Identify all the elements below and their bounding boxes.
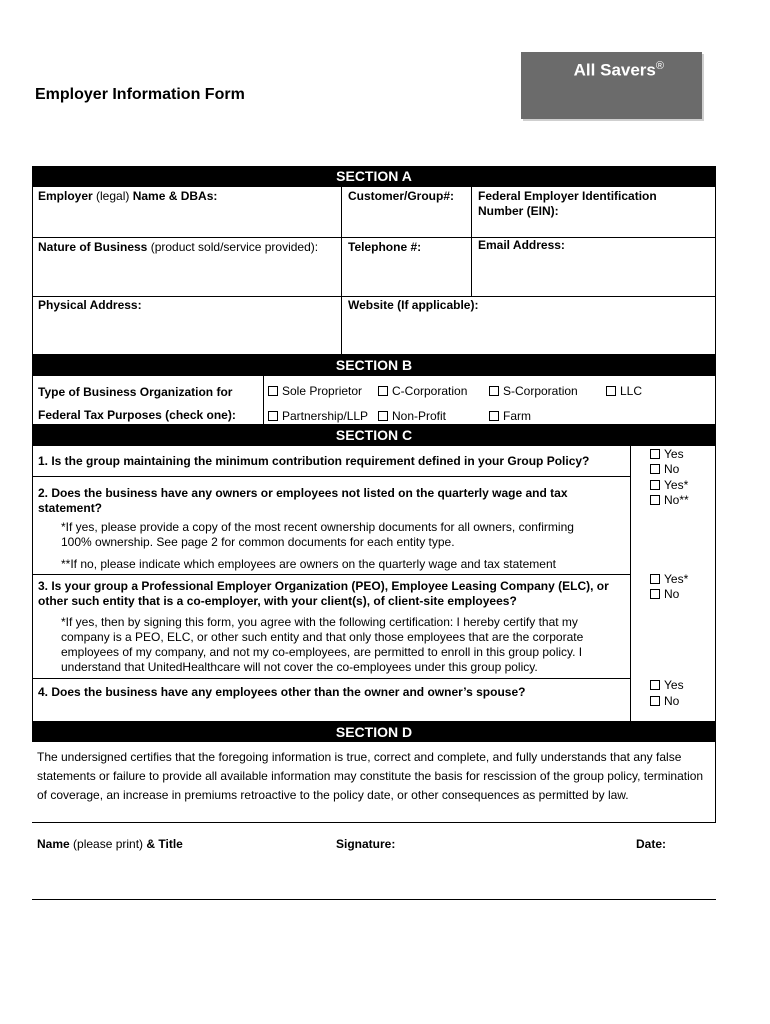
option-c-corporation[interactable]: C-Corporation: [378, 384, 467, 399]
option-farm[interactable]: Farm: [489, 409, 531, 424]
checkbox[interactable]: [268, 386, 278, 396]
checkbox[interactable]: [268, 411, 278, 421]
certification-text: The undersigned certifies that the foregoing information is true, correct and complete, and fully understands that any false statements or failure to provide all available information may constitute the basis for rescission of the group policy, termination of coverage, an increase in premiums retroactive to the policy date, or other consequences as permitted by law.: [37, 750, 704, 802]
q2-no[interactable]: No**: [650, 493, 689, 508]
q4-no[interactable]: No: [650, 694, 679, 709]
q2-yes[interactable]: Yes*: [650, 478, 688, 493]
q3-no[interactable]: No: [650, 587, 679, 602]
checkbox[interactable]: [650, 495, 660, 505]
org-type-label-2: Federal Tax Purposes (check one):: [38, 408, 236, 422]
signature-line: [32, 899, 716, 900]
section-b-table: [32, 375, 716, 425]
q3-note: *If yes, then by signing this form, you agree with the following certification: I hereby certify that my company is a PEO, ELC, or other such entity and that only those employees that are the corporate employees of my company, and not my co-employees, are permitted to enroll in this group policy. I understand that UnitedHealthcare will not cover the co-employees under this group policy.: [61, 615, 584, 674]
brand-name: All Savers®: [573, 60, 664, 80]
signature-label[interactable]: Signature:: [336, 837, 396, 851]
section-a-header: SECTION A: [32, 166, 716, 186]
option-sole-proprietor[interactable]: Sole Proprietor: [268, 384, 362, 399]
employer-name-field[interactable]: Employer (legal) Name & DBAs:: [38, 189, 218, 203]
email-field[interactable]: Email Address:: [478, 238, 565, 252]
checkbox[interactable]: [650, 696, 660, 706]
checkbox[interactable]: [378, 386, 388, 396]
q3-yes[interactable]: Yes*: [650, 572, 688, 587]
fein-field[interactable]: Federal Employer Identification Number (EIN):: [478, 189, 657, 218]
section-c-header: SECTION C: [32, 425, 716, 445]
option-partnership-llp[interactable]: Partnership/LLP: [268, 409, 368, 424]
question-3: 3. Is your group a Professional Employer Organization (PEO), Employee Leasing Company (ELC), or other such entity that is a co-employer, with your client(s), of client-site employees?: [38, 579, 609, 608]
brand-logo: [521, 52, 702, 119]
org-type-label-1: Type of Business Organization for: [38, 385, 233, 399]
section-d-header: SECTION D: [32, 722, 716, 742]
question-2: 2. Does the business have any owners or employees not listed on the quarterly wage and tax statement?: [38, 486, 568, 515]
checkbox[interactable]: [650, 464, 660, 474]
checkbox[interactable]: [650, 449, 660, 459]
option-llc[interactable]: LLC: [606, 384, 642, 399]
section-b-header: SECTION B: [32, 355, 716, 375]
physical-address-field[interactable]: Physical Address:: [38, 298, 142, 312]
q1-yes[interactable]: Yes: [650, 447, 684, 462]
checkbox[interactable]: [650, 574, 660, 584]
checkbox[interactable]: [650, 480, 660, 490]
checkbox[interactable]: [489, 386, 499, 396]
name-title-label[interactable]: Name (please print) & Title: [37, 837, 183, 851]
checkbox[interactable]: [650, 680, 660, 690]
nature-of-business-field[interactable]: Nature of Business (product sold/service provided):: [38, 240, 319, 254]
q1-no[interactable]: No: [650, 462, 679, 477]
option-non-profit[interactable]: Non-Profit: [378, 409, 446, 424]
question-1: 1. Is the group maintaining the minimum contribution requirement defined in your Group Policy?: [38, 454, 590, 468]
date-label[interactable]: Date:: [636, 837, 667, 851]
q2-note-yes: *If yes, please provide a copy of the most recent ownership documents for all owners, confirming 100% ownership. See page 2 for common documents for each entity type.: [61, 520, 574, 549]
section-c-table: [32, 445, 716, 722]
q2-note-no: **If no, please indicate which employees are owners on the quarterly wage and tax statement: [61, 557, 556, 571]
checkbox[interactable]: [489, 411, 499, 421]
checkbox[interactable]: [650, 589, 660, 599]
website-field[interactable]: Website (If applicable):: [348, 298, 479, 312]
checkbox[interactable]: [606, 386, 616, 396]
section-a-table: [32, 186, 716, 355]
customer-group-field[interactable]: Customer/Group#:: [348, 189, 455, 203]
telephone-field[interactable]: Telephone #:: [348, 240, 422, 254]
option-s-corporation[interactable]: S-Corporation: [489, 384, 578, 399]
checkbox[interactable]: [378, 411, 388, 421]
form-title: Employer Information Form: [35, 86, 245, 103]
question-4: 4. Does the business have any employees other than the owner and owner’s spouse?: [38, 685, 526, 699]
q4-yes[interactable]: Yes: [650, 678, 684, 693]
